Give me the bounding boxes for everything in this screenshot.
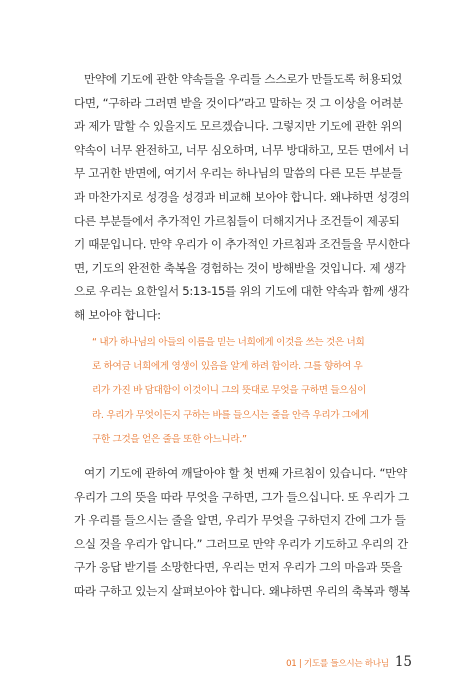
text-line: 약속이 너무 완전하고, 너무 심오하며, 너무 방대하고, 모든 면에서 너 — [74, 142, 409, 157]
text-line: 구가 응답 받기를 소망한다면, 우리는 먼저 우리가 그의 마음과 뜻을 — [74, 560, 403, 575]
text-line: 우리가 그의 뜻을 따라 무엇을 구하면, 그가 들으십니다. 또 우리가 그 — [74, 489, 409, 504]
text-line: 으로 우리는 요한일서 5:13-15를 위의 기도에 대한 약속과 함께 생각 — [74, 284, 409, 299]
text-line: 면, 기도의 완전한 축복을 경험하는 것이 방해받을 것입니다. 제 생각 — [74, 260, 406, 275]
text-line: 기 때문입니다. 만약 우리가 이 추가적인 가르침과 조건들을 무시한다 — [74, 237, 410, 252]
paragraph-2 — [74, 462, 410, 604]
text-line: 구한 그것을 얻은 줄을 또한 아느니라.” — [92, 433, 247, 445]
text-line: 다면, “구하라 그러면 받을 것이다”라고 말하는 것 그 이상을 어려분 — [74, 95, 403, 110]
paragraph-1 — [74, 68, 410, 328]
text-line: 과 제가 말할 수 있을지도 모르겠습니다. 그렇지만 기도에 관한 위의 — [74, 119, 403, 134]
text-line: 으실 것을 우리가 압니다.” 그러므로 만약 우리가 기도하고 우리의 간 — [74, 536, 408, 551]
text-line: 해 보아야 합니다: — [74, 307, 161, 322]
text-line: 따라 구하고 있는지 살펴보아야 합니다. 왜냐하면 우리의 축복과 행복 — [74, 583, 410, 598]
text-line: 과 마찬가지로 성경을 성경과 비교해 보아야 합니다. 왜냐하면 성경의 — [74, 189, 410, 204]
text-line: 로 하여금 너희에게 영생이 있음을 알게 하려 함이라. 그를 향하여 우 — [92, 361, 363, 373]
page-number: 15 — [394, 654, 412, 670]
page-footer — [286, 654, 412, 670]
text-line: 무 고귀한 반면에, 여기서 우리는 하나님의 말씀의 다른 모든 부분들 — [74, 166, 403, 181]
text-line: 라. 우리가 무엇이든지 구하는 바를 들으시는 줄을 안즉 우리가 그에게 — [92, 409, 369, 421]
text-line: 여기 기도에 관하여 깨달아야 할 첫 번째 가르침이 있습니다. “만약 — [84, 466, 407, 480]
text-line: 만약에 기도에 관한 약속들을 우리들 스스로가 만들도록 허용되었 — [84, 72, 402, 86]
text-line: “ 내가 하나님의 아들의 이름을 믿는 너희에게 이것을 쓰는 것은 너희 — [92, 337, 365, 348]
text-line: 가 우리를 들으시는 줄을 알면, 우리가 무엇을 구하던지 간에 그가 들 — [74, 513, 406, 528]
quotation-block — [92, 331, 402, 452]
text-line: 리가 가진 바 담대함이 이것이니 그의 뜻대로 무엇을 구하면 들으심이 — [92, 385, 366, 397]
running-head: 01 | 기도를 들으시는 하나님 — [286, 659, 389, 669]
text-line: 다른 부분들에서 추가적인 가르침들이 더해지거나 조건들이 제공되 — [74, 213, 400, 228]
